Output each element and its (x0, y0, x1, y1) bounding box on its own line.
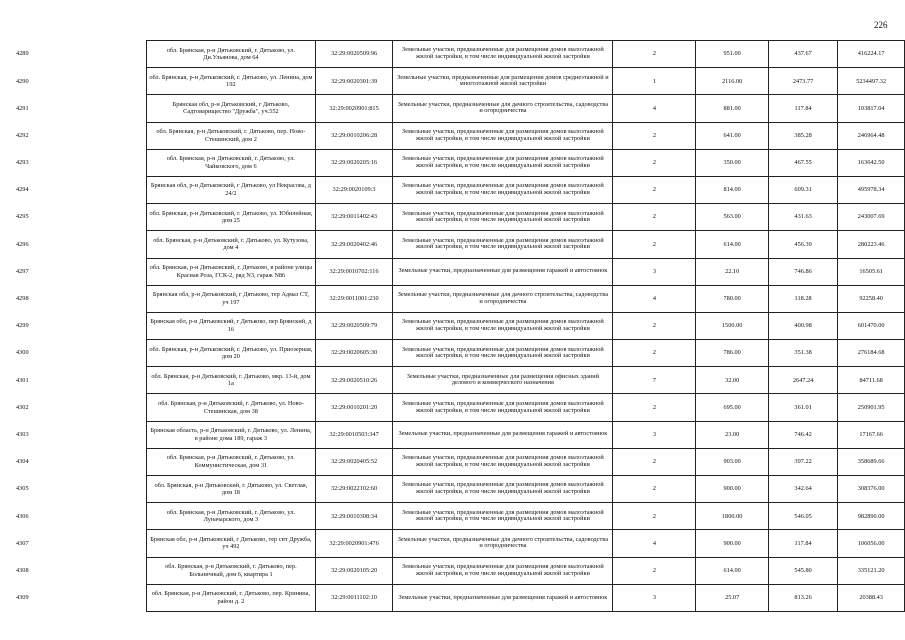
row-number-cell: 4295 (16, 213, 29, 221)
group-cell: 2 (613, 476, 696, 503)
row-number-cell: 4306 (16, 512, 29, 520)
specific-value-cell: 385.28 (768, 122, 837, 149)
land-use-cell: Земельные участки, предназначенные для дачного строительства, садоводства и огородничества (393, 95, 613, 122)
address-cell: обл. Брянская, р-н Дятьковский, г. Дятьково, мкр. 13-й, дом 1а (147, 367, 316, 394)
table-body (12, 41, 905, 612)
cadastral-value-cell: 250901.95 (838, 394, 905, 421)
address-cell: обл. Брянская, р-н Дятьковский, г. Дятьково, ул. Ново-Стешинская, дом 38 (147, 394, 316, 421)
group-cell: 7 (613, 367, 696, 394)
land-use-cell: Земельные участки, предназначенные для размещения гаражей и автостоянок (393, 258, 613, 285)
land-use-cell: Земельные участки, предназначенные для размещения домов малоэтажной жилой застройки, в том числе индивидуальной жилой застройки (393, 176, 613, 203)
specific-value-cell: 437.67 (768, 41, 837, 68)
group-cell: 2 (613, 557, 696, 584)
cadastral-number-cell: 32:29:0020509:96 (315, 41, 393, 68)
area-cell: 900.00 (696, 476, 768, 503)
land-use-cell: Земельные участки, предназначенные для размещения домов малоэтажной жилой застройки, в том числе индивидуальной жилой застройки (393, 340, 613, 367)
table-row (12, 95, 905, 122)
cadastral-number-cell: 32:29:0020605:30 (315, 340, 393, 367)
address-cell: Брянская область, р-н Дятьковский, г. Дятьково, ул. Ленина, в районе дома 189, гараж 3 (147, 421, 316, 448)
specific-value-cell: 400.98 (768, 312, 837, 339)
cadastral-number-cell: 32:29:0022102:60 (315, 476, 393, 503)
specific-value-cell: 746.42 (768, 421, 837, 448)
cadastral-number-cell: 32:29:0020901:815 (315, 95, 393, 122)
specific-value-cell: 117.84 (768, 95, 837, 122)
land-use-cell: Земельные участки, предназначенные для размещения домов среднеэтажной и многоэтажной жилой застройки (393, 68, 613, 95)
land-use-cell: Земельные участки, предназначенные для размещения домов малоэтажной жилой застройки, в том числе индивидуальной жилой застройки (393, 231, 613, 258)
table-row (12, 584, 905, 611)
cadastral-value-cell: 335121.20 (838, 557, 905, 584)
specific-value-cell: 117.84 (768, 530, 837, 557)
row-number-cell: 4299 (16, 322, 29, 330)
land-use-cell: Земельные участки, предназначенные для размещения домов малоэтажной жилой застройки, в том числе индивидуальной жилой застройки (393, 503, 613, 530)
group-cell: 2 (613, 122, 696, 149)
address-cell: обл. Брянская, р-н Дятьковский, г. Дятьково, ул. Ди.Ульянова, дом 64 (147, 41, 316, 68)
specific-value-cell: 397.22 (768, 448, 837, 475)
area-cell: 814.00 (696, 176, 768, 203)
cadastral-number-cell: 32:29:0020510:26 (315, 367, 393, 394)
area-cell: 903.00 (696, 448, 768, 475)
land-use-cell: Земельные участки, предназначенные для дачного строительства, садоводства и огородничества (393, 530, 613, 557)
specific-value-cell: 351.38 (768, 340, 837, 367)
address-cell: обл. Брянская, р-н Дятьковский, г. Дятьково, ул. Приозерная, дом 20 (147, 340, 316, 367)
area-cell: 951.00 (696, 41, 768, 68)
group-cell: 3 (613, 421, 696, 448)
row-number-cell: 4302 (16, 403, 29, 411)
table-row (12, 68, 905, 95)
group-cell: 3 (613, 584, 696, 611)
table-row (12, 204, 905, 231)
row-number-cell: 4308 (16, 566, 29, 574)
cadastral-number-cell: 32:29:0011102:10 (315, 584, 393, 611)
cadastral-number-cell: 32:29:0011001:230 (315, 285, 393, 312)
specific-value-cell: 609.31 (768, 176, 837, 203)
area-cell: 563.00 (696, 204, 768, 231)
cadastral-number-cell: 32:29:0011402:43 (315, 204, 393, 231)
cadastral-number-cell: 32:29:0010702:116 (315, 258, 393, 285)
group-cell: 4 (613, 285, 696, 312)
group-cell: 2 (613, 340, 696, 367)
table-row (12, 340, 905, 367)
cadastral-value-cell: 601470.00 (838, 312, 905, 339)
cadastral-value-cell: 17167.66 (838, 421, 905, 448)
group-cell: 3 (613, 258, 696, 285)
row-number-cell: 4292 (16, 131, 29, 139)
cadastral-value-cell: 16505.61 (838, 258, 905, 285)
land-use-cell: Земельные участки, предназначенные для размещения домов малоэтажной жилой застройки, в том числе индивидуальной жилой застройки (393, 149, 613, 176)
address-cell: обл. Брянская, р-н Дятьковский, г. Дятьково, ул. Кутузова, дом 4 (147, 231, 316, 258)
address-cell: Брянская обл, р-н Дятьковский, г Дятьково, тер Адмаз СТ, уч 197 (147, 285, 316, 312)
row-number-cell: 4296 (16, 240, 29, 248)
land-use-cell: Земельные участки, предназначенные для размещения домов малоэтажной жилой застройки, в том числе индивидуальной жилой застройки (393, 557, 613, 584)
address-cell: обл. Брянская, р-н Дятьковский, г. Дятьково, ул. Ленина, дом 192 (147, 68, 316, 95)
cadastral-number-cell: 32:29:0010201:20 (315, 394, 393, 421)
address-cell: Брянская обл, р-н Дятьковский, г Дятьково, тер снт Дружба, уч 492 (147, 530, 316, 557)
row-number-cell: 4301 (16, 376, 29, 384)
row-number-cell: 4289 (16, 50, 29, 58)
area-cell: 1800.00 (696, 503, 768, 530)
area-cell: 786.00 (696, 340, 768, 367)
table-row (12, 503, 905, 530)
area-cell: 1500.00 (696, 312, 768, 339)
page-number: 226 (874, 20, 888, 30)
specific-value-cell: 545.80 (768, 557, 837, 584)
group-cell: 2 (613, 394, 696, 421)
land-use-cell: Земельные участки, предназначенные для размещения домов малоэтажной жилой застройки, в том числе индивидуальной жилой застройки (393, 204, 613, 231)
cadastral-number-cell: 32:29:0010503:347 (315, 421, 393, 448)
table-row (12, 176, 905, 203)
cadastral-value-cell: 243007.69 (838, 204, 905, 231)
land-use-cell: Земельные участки, предназначенные для размещения домов малоэтажной жилой застройки, в том числе индивидуальной жилой застройки (393, 312, 613, 339)
table-row (12, 476, 905, 503)
cadastral-number-cell: 32:29:0020205:16 (315, 149, 393, 176)
area-cell: 23.00 (696, 421, 768, 448)
cadastral-number-cell: 32:29:0010308:34 (315, 503, 393, 530)
specific-value-cell: 118.28 (768, 285, 837, 312)
address-cell: обл. Брянская, р-н Дятьковский, г. Дятьково, ул. Коммунистическая, дом 31 (147, 448, 316, 475)
specific-value-cell: 342.64 (768, 476, 837, 503)
group-cell: 2 (613, 176, 696, 203)
cadastral-value-cell: 308376.00 (838, 476, 905, 503)
cadastral-number-cell: 32:29:0020402:46 (315, 231, 393, 258)
area-cell: 695.00 (696, 394, 768, 421)
table-row (12, 448, 905, 475)
area-cell: 614.00 (696, 231, 768, 258)
specific-value-cell: 467.55 (768, 149, 837, 176)
row-number-cell: 4291 (16, 104, 29, 112)
cadastral-value-cell: 495978.34 (838, 176, 905, 203)
cadastral-number-cell: 32:29:0020405:52 (315, 448, 393, 475)
cadastral-value-cell: 276184.68 (838, 340, 905, 367)
address-cell: обл. Брянская, р-н Дятьковский, г. Дятьково, ул. Луначарского, дом 3 (147, 503, 316, 530)
group-cell: 1 (613, 68, 696, 95)
land-use-cell: Земельные участки, предназначенные для размещения домов малоэтажной жилой застройки, в том числе индивидуальной жилой застройки (393, 122, 613, 149)
cadastral-number-cell: 32:29:0020301:39 (315, 68, 393, 95)
row-number-cell: 4293 (16, 159, 29, 167)
specific-value-cell: 456.39 (768, 231, 837, 258)
land-use-cell: Земельные участки, предназначенные для размещения домов малоэтажной жилой застройки, в том числе индивидуальной жилой застройки (393, 41, 613, 68)
row-number-cell: 4305 (16, 485, 29, 493)
cadastral-value-cell: 246964.48 (838, 122, 905, 149)
row-number-cell: 4294 (16, 186, 29, 194)
area-cell: 32.00 (696, 367, 768, 394)
cadastral-number-cell: 32:29:0020901:476 (315, 530, 393, 557)
cadastral-value-cell: 20388.43 (838, 584, 905, 611)
table-row (12, 394, 905, 421)
table-row (12, 285, 905, 312)
land-use-cell: Земельные участки, предназначенные для размещения гаражей и автостоянок (393, 421, 613, 448)
cadastral-number-cell: 32:29:0010206:28 (315, 122, 393, 149)
group-cell: 4 (613, 95, 696, 122)
table-row (12, 557, 905, 584)
table-row (12, 367, 905, 394)
area-cell: 881.00 (696, 95, 768, 122)
row-number-cell: 4309 (16, 594, 29, 602)
cadastral-value-cell: 84711.68 (838, 367, 905, 394)
area-cell: 22.10 (696, 258, 768, 285)
land-use-cell: Земельные участки, предназначенные для размещения домов малоэтажной жилой застройки, в том числе индивидуальной жилой застройки (393, 476, 613, 503)
row-number-cell: 4290 (16, 77, 29, 85)
land-use-cell: Земельные участки, предназначенные для размещения гаражей и автостоянок (393, 584, 613, 611)
group-cell: 2 (613, 231, 696, 258)
specific-value-cell: 546.05 (768, 503, 837, 530)
cadastral-number-cell: 32:29:0020509:79 (315, 312, 393, 339)
group-cell: 2 (613, 149, 696, 176)
group-cell: 2 (613, 503, 696, 530)
cadastral-value-cell: 358689.66 (838, 448, 905, 475)
table-row (12, 122, 905, 149)
table-row (12, 41, 905, 68)
table-row (12, 149, 905, 176)
group-cell: 2 (613, 204, 696, 231)
group-cell: 2 (613, 41, 696, 68)
cadastral-value-table (12, 40, 905, 612)
address-cell: обл. Брянская, р-н Дятьковский, г. Дятьково, пер. Больничный, дом 6, квартира 1 (147, 557, 316, 584)
cadastral-value-cell: 416224.17 (838, 41, 905, 68)
land-use-cell: Земельные участки, предназначенные для размещения домов малоэтажной жилой застройки, в том числе индивидуальной жилой застройки (393, 394, 613, 421)
address-cell: Брянская обл, р-н Дятьковский, г Дятьково, ул Некрасова, д 24/2 (147, 176, 316, 203)
row-number-cell: 4303 (16, 430, 29, 438)
address-cell: Брянская обл, р-н Дятьковский, г Дятьково, Садтоварищество "Дружба", уч.552 (147, 95, 316, 122)
land-use-cell: Земельные участки, предназначенные для размещения офисных зданий делового и коммерческого назначения (393, 367, 613, 394)
address-cell: обл. Брянская, р-н Дятьковский, г. Дятьково, в районе улицы Красная Роза, ГСК-2, ряд N3, гараж N86 (147, 258, 316, 285)
table-row (12, 231, 905, 258)
table-row (12, 421, 905, 448)
table-row (12, 312, 905, 339)
land-use-cell: Земельные участки, предназначенные для размещения домов малоэтажной жилой застройки, в том числе индивидуальной жилой застройки (393, 448, 613, 475)
cadastral-value-cell: 280223.46 (838, 231, 905, 258)
cadastral-number-cell: 32:29:0020109:3 (315, 176, 393, 203)
row-number-cell: 4297 (16, 267, 29, 275)
specific-value-cell: 746.86 (768, 258, 837, 285)
address-cell: обл. Брянская, р-н Дятьковский, г. Дятьково, пер. Кринина, район д. 2 (147, 584, 316, 611)
row-number-cell: 4307 (16, 539, 29, 547)
address-cell: обл. Брянская, р-н Дятьковский, г. Дятьково, ул. Юбилейная, дом 25 (147, 204, 316, 231)
area-cell: 641.00 (696, 122, 768, 149)
address-cell: обл. Брянская, р-н Дятьковский, г. Дятьково, ул. Светлая, дом 18 (147, 476, 316, 503)
table-row (12, 258, 905, 285)
specific-value-cell: 2473.77 (768, 68, 837, 95)
group-cell: 2 (613, 448, 696, 475)
specific-value-cell: 431.63 (768, 204, 837, 231)
cadastral-value-cell: 106056.00 (838, 530, 905, 557)
area-cell: 25.07 (696, 584, 768, 611)
group-cell: 4 (613, 530, 696, 557)
address-cell: Брянская обл, р-н Дятьковский, г Дятьково, пер Брянский, д 16 (147, 312, 316, 339)
area-cell: 900.00 (696, 530, 768, 557)
area-cell: 2116.00 (696, 68, 768, 95)
area-cell: 614.00 (696, 557, 768, 584)
row-number-cell: 4304 (16, 458, 29, 466)
cadastral-value-cell: 982890.00 (838, 503, 905, 530)
specific-value-cell: 2647.24 (768, 367, 837, 394)
address-cell: обл. Брянская, р-н Дятьковский, г. Дятьково, ул. Чайковского, дом 6 (147, 149, 316, 176)
area-cell: 350.00 (696, 149, 768, 176)
specific-value-cell: 361.01 (768, 394, 837, 421)
cadastral-value-cell: 92258.40 (838, 285, 905, 312)
cadastral-value-cell: 163642.50 (838, 149, 905, 176)
cadastral-value-cell: 103817.04 (838, 95, 905, 122)
area-cell: 780.00 (696, 285, 768, 312)
row-number-cell: 4300 (16, 349, 29, 357)
group-cell: 2 (613, 312, 696, 339)
land-use-cell: Земельные участки, предназначенные для дачного строительства, садоводства и огородничества (393, 285, 613, 312)
table-row (12, 530, 905, 557)
row-number-cell: 4298 (16, 295, 29, 302)
address-cell: обл. Брянская, р-н Дятьковский, г. Дятьково, пер. Ново-Стешинский, дом 2 (147, 122, 316, 149)
cadastral-number-cell: 32:29:0020105:20 (315, 557, 393, 584)
specific-value-cell: 813.26 (768, 584, 837, 611)
cadastral-value-cell: 5234497.32 (838, 68, 905, 95)
